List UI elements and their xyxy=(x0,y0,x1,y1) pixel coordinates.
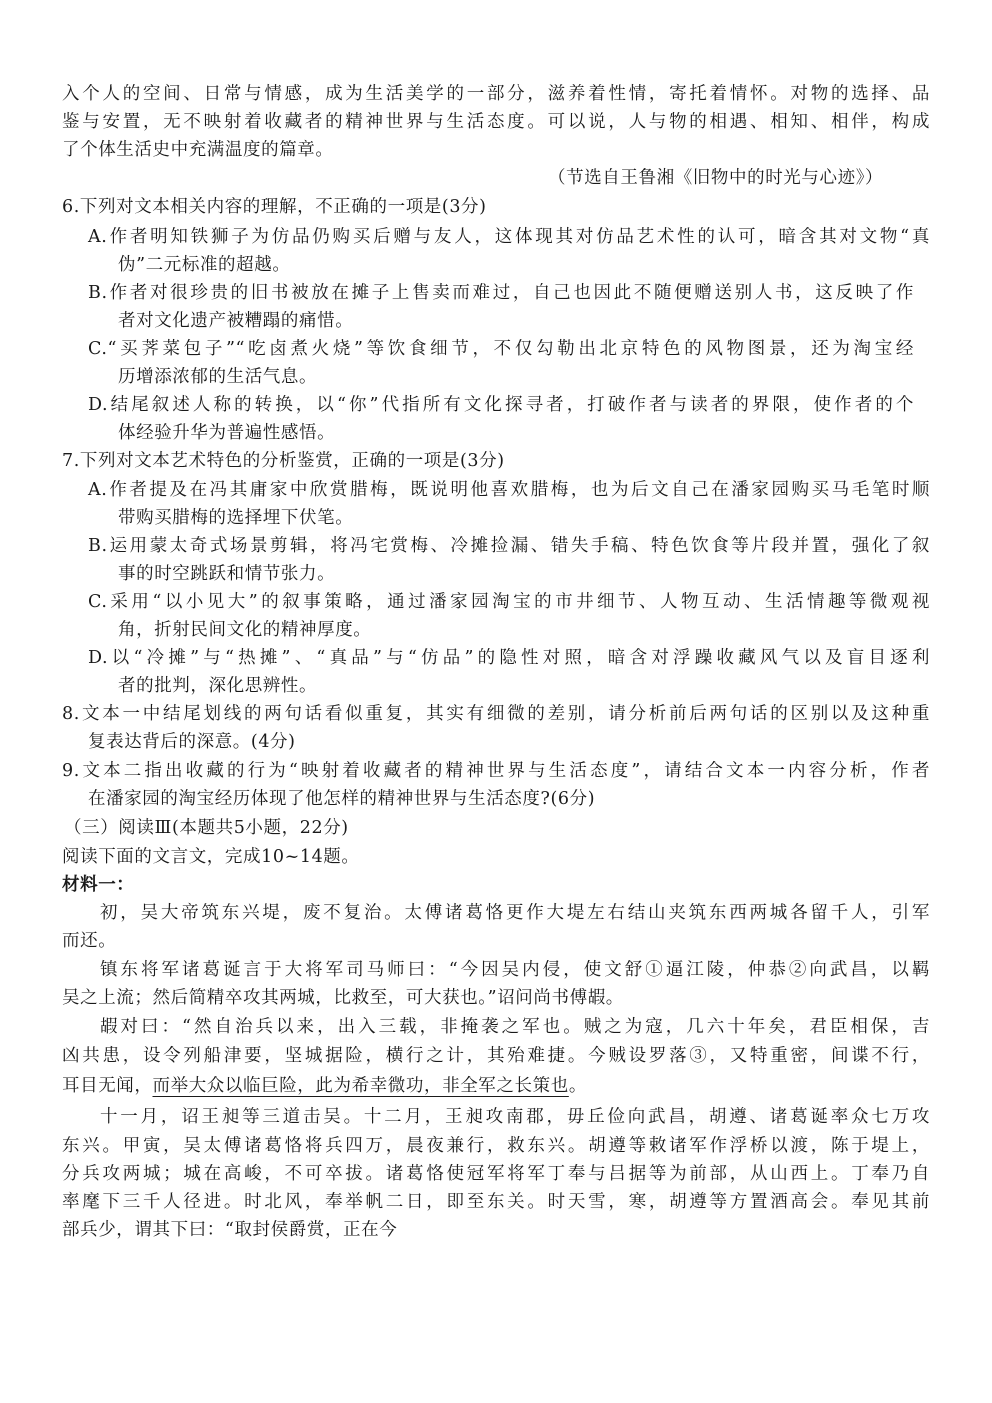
classical-p1-line-1: 初，吴大帝筑东兴堤，废不复治。太傅诸葛恪更作大堤左右结山夹筑东西两城各留千人，引军 xyxy=(100,903,930,923)
classical-p4-line-2: 东兴。甲寅，吴太傅诸葛恪将兵四万，晨夜兼行，救东兴。胡遵等敕诸军作浮桥以渡，陈于堤上， xyxy=(62,1136,930,1156)
passage-source: （节选自王鲁湘《旧物中的时光与心迹》） xyxy=(548,168,884,188)
classical-p2-line-2: 吴之上流；然后简精卒攻其两城，比救至，可大获也。”诏问尚书傅嘏。 xyxy=(62,988,624,1008)
q6-option-b-cont: 者对文化遗产被糟蹋的痛惜。 xyxy=(118,311,354,331)
classical-p4-line-1: 十一月，诏王昶等三道击吴。十二月，王昶攻南郡，毋丘俭向武昌，胡遵、诸葛诞率众七万攻 xyxy=(100,1107,930,1127)
classical-p3-end: 。 xyxy=(568,1076,587,1096)
classical-p1-line-2: 而还。 xyxy=(62,931,117,951)
classical-p3-line-3 xyxy=(62,1072,587,1100)
q7-option-c: C.采用“以小见大”的叙事策略，通过潘家园淘宝的市井细节、人物互动、生活情趣等微观视 xyxy=(88,592,930,612)
q6-option-a-cont: 伪”二元标准的超越。 xyxy=(118,255,291,275)
classical-p3-line-1: 嘏对曰：“然自治兵以来，出入三载，非掩袭之军也。贼之为寇，几六十年矣，君臣相保，吉 xyxy=(100,1017,930,1037)
section-heading: （三）阅读Ⅲ(本题共5小题，22分) xyxy=(64,818,349,838)
classical-p3-plain: 耳目无闻， xyxy=(62,1076,153,1096)
material-label: 材料一： xyxy=(62,875,135,895)
q6-option-b: B.作者对很珍贵的旧书被放在摊子上售卖而难过，自己也因此不随便赠送别人书，这反映了作 xyxy=(88,283,914,303)
section-instruction: 阅读下面的文言文，完成10~14题。 xyxy=(62,847,360,867)
q7-stem: 7.下列对文本艺术特色的分析鉴赏，正确的一项是(3分) xyxy=(62,451,505,471)
q6-option-d: D.结尾叙述人称的转换，以“你”代指所有文化探寻者，打破作者与读者的界限，使作者的个 xyxy=(88,395,914,415)
classical-p4-line-5: 部兵少，谓其下曰：“取封侯爵赏，正在今 xyxy=(62,1220,398,1240)
classical-p4-line-3: 分兵攻两城；城在高峻，不可卒拔。诸葛恪使冠军将军丁奉与吕据等为前部，从山西上。丁奉乃自 xyxy=(62,1164,930,1184)
q8-line-2: 复表达背后的深意。(4分) xyxy=(88,732,296,752)
q8-line-1: 8.文本一中结尾划线的两句话看似重复，其实有细微的差别，请分析前后两句话的区别以及这种重 xyxy=(62,704,930,724)
q7-option-d-cont: 者的批判，深化思辨性。 xyxy=(118,676,318,696)
q7-option-a-cont: 带购买腊梅的选择埋下伏笔。 xyxy=(118,508,354,528)
classical-p3-line-2: 凶共患，设令列船津要，坚城据险，横行之计，其殆难捷。今贼设罗落③，又特重密，间谍不行， xyxy=(62,1046,930,1066)
q7-option-d: D.以“冷摊”与“热摊”、“真品”与“仿品”的隐性对照，暗含对浮躁收藏风气以及盲目逐利 xyxy=(88,648,930,668)
q6-option-d-cont: 体经验升华为普遍性感悟。 xyxy=(118,423,336,443)
q9-line-2: 在潘家园的淘宝经历体现了他怎样的精神世界与生活态度?(6分) xyxy=(88,789,596,809)
passage-line-1: 入个人的空间、日常与情感，成为生活美学的一部分，滋养着性情，寄托着情怀。对物的选择、品 xyxy=(62,84,930,104)
q7-option-c-cont: 角，折射民间文化的精神厚度。 xyxy=(118,620,372,640)
q6-stem: 6.下列对文本相关内容的理解，不正确的一项是(3分) xyxy=(62,197,487,217)
passage-line-2: 鉴与安置，无不映射着收藏者的精神世界与生活态度。可以说，人与物的相遇、相知、相伴，构成 xyxy=(62,112,930,132)
q9-line-1: 9.文本二指出收藏的行为“映射着收藏者的精神世界与生活态度”，请结合文本一内容分析，作者 xyxy=(62,761,930,781)
classical-p2-line-1: 镇东将军诸葛诞言于大将军司马师曰：“今因吴内侵，使文舒①逼江陵，仲恭②向武昌，以羁 xyxy=(100,960,930,980)
q6-option-a: A.作者明知铁狮子为仿品仍购买后赠与友人，这体现其对仿品艺术性的认可，暗含其对文物“真 xyxy=(88,227,930,247)
q7-option-b: B.运用蒙太奇式场景剪辑，将冯宅赏梅、冷摊捡漏、错失手稿、特色饮食等片段并置，强化了叙 xyxy=(88,536,930,556)
q7-option-a: A.作者提及在冯其庸家中欣赏腊梅，既说明他喜欢腊梅，也为后文自己在潘家园购买马毛笔时顺 xyxy=(88,480,930,500)
passage-line-3: 了个体生活史中充满温度的篇章。 xyxy=(62,140,334,160)
q6-option-c: C.“买荠菜包子”“吃卤煮火烧”等饮食细节，不仅勾勒出北京特色的风物图景，还为淘宝经 xyxy=(88,339,914,359)
classical-p4-line-4: 率麾下三千人径进。时北风，奉举帆二日，即至东关。时天雪，寒，胡遵等方置酒高会。奉见其前 xyxy=(62,1192,930,1212)
q6-option-c-cont: 历增添浓郁的生活气息。 xyxy=(118,367,318,387)
classical-p3-underlined-sentence: 而举大众以临巨险，此为希幸微功，非全军之长策也 xyxy=(152,1076,569,1096)
q7-option-b-cont: 事的时空跳跃和情节张力。 xyxy=(118,564,336,584)
